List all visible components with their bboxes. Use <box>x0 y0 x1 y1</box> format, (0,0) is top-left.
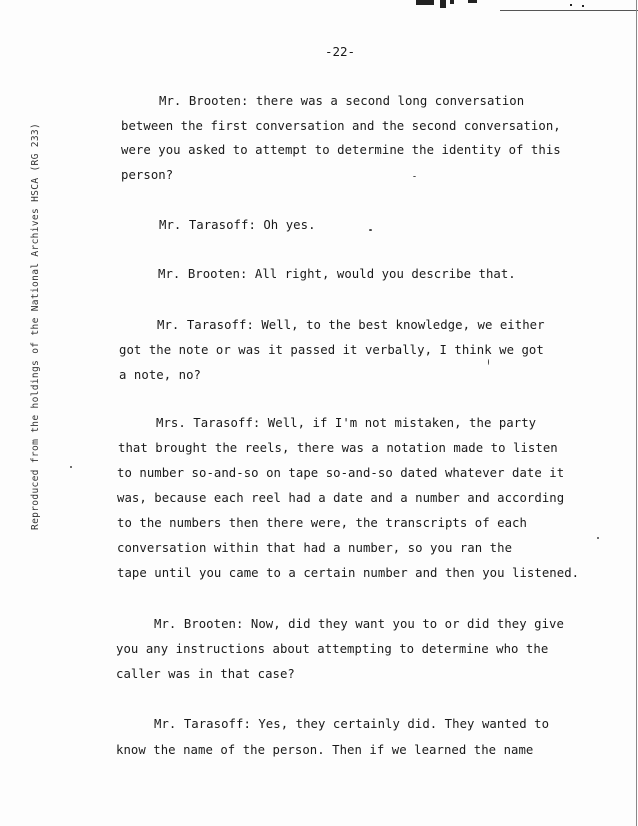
page-number: -22- <box>324 44 356 59</box>
text-line: that brought the reels, there was a notation made to listen <box>118 441 558 455</box>
text-line: tape until you came to a certain number and then you listened. <box>117 566 580 580</box>
scan-speck <box>70 466 72 468</box>
archives-margin-stamp: Reproduced from the holdings of the National Archives HSCA (RG 233) <box>30 122 41 530</box>
scan-speck <box>597 537 599 539</box>
text-line: Mr. Tarasoff: Well, to the best knowledge, we either <box>157 318 545 332</box>
text-line: Mr. Brooten: All right, would you describe that. <box>158 267 516 281</box>
scan-speck <box>488 359 489 365</box>
text-line: caller was in that case? <box>116 667 295 681</box>
text-line: you any instructions about attempting to determine who the <box>116 642 549 656</box>
text-line: Mr. Tarasoff: Oh yes. <box>159 218 316 232</box>
text-line: person? <box>121 168 174 182</box>
scan-speck <box>369 229 372 231</box>
page-edge <box>636 0 637 826</box>
scan-artifact-marks <box>410 0 638 14</box>
text-line: Mrs. Tarasoff: Well, if I'm not mistaken, the party <box>156 416 537 430</box>
scan-speck <box>413 176 416 177</box>
text-line: a note, no? <box>119 368 201 382</box>
text-line: was, because each reel had a date and a number and according <box>117 491 565 505</box>
text-line: between the first conversation and the second conversation, <box>121 119 561 133</box>
text-line: Mr. Brooten: Now, did they want you to or did they give <box>154 617 564 631</box>
text-line: to number so-and-so on tape so-and-so dated whatever date it <box>117 466 565 480</box>
text-line: were you asked to attempt to determine the identity of this <box>121 143 561 157</box>
text-line: conversation within that had a number, so you ran the <box>117 541 513 555</box>
text-line: to the numbers then there were, the transcripts of each <box>117 516 527 530</box>
text-line: Mr. Brooten: there was a second long conversation <box>159 94 525 108</box>
text-line: Mr. Tarasoff: Yes, they certainly did. They wanted to <box>154 717 550 731</box>
text-line: know the name of the person. Then if we learned the name <box>116 743 534 757</box>
scan-artifact-rule <box>500 10 638 11</box>
text-line: got the note or was it passed it verbally, I think we got <box>119 343 544 357</box>
